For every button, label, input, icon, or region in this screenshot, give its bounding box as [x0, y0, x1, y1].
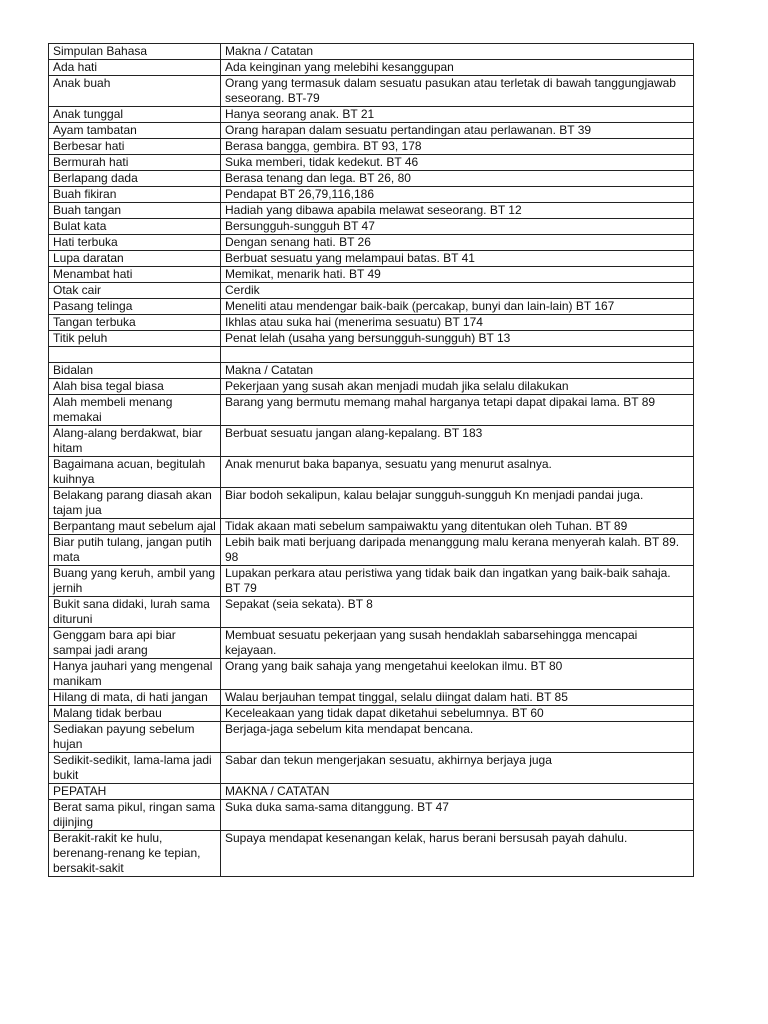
- meaning-cell: Anak menurut baka bapanya, sesuatu yang menurut asalnya.: [221, 457, 694, 488]
- term-cell: Alah bisa tegal biasa: [49, 379, 221, 395]
- term-cell: Buah fikiran: [49, 187, 221, 203]
- header-meaning-cell: Makna / Catatan: [221, 363, 694, 379]
- header-meaning-cell: MAKNA / CATATAN: [221, 784, 694, 800]
- table-row: [49, 299, 694, 315]
- meaning-cell: Orang yang baik sahaja yang mengetahui keelokan ilmu. BT 80: [221, 659, 694, 690]
- term-cell: Bagaimana acuan, begitulah kuihnya: [49, 457, 221, 488]
- term-cell: Malang tidak berbau: [49, 706, 221, 722]
- peribahasa-table: [48, 43, 694, 877]
- meaning-cell: Berbuat sesuatu yang melampaui batas. BT 41: [221, 251, 694, 267]
- term-cell: Anak tunggal: [49, 107, 221, 123]
- meaning-cell: Berasa tenang dan lega. BT 26, 80: [221, 171, 694, 187]
- meaning-cell: Lebih baik mati berjuang daripada menanggung malu kerana menyerah kalah. BT 89. 98: [221, 535, 694, 566]
- term-cell: Berat sama pikul, ringan sama dijinjing: [49, 800, 221, 831]
- meaning-cell: Hanya seorang anak. BT 21: [221, 107, 694, 123]
- term-cell: Hanya jauhari yang mengenal manikam: [49, 659, 221, 690]
- meaning-cell: Pekerjaan yang susah akan menjadi mudah jika selalu dilakukan: [221, 379, 694, 395]
- term-cell: Pasang telinga: [49, 299, 221, 315]
- term-cell: Ayam tambatan: [49, 123, 221, 139]
- term-cell: Belakang parang diasah akan tajam jua: [49, 488, 221, 519]
- table-row: [49, 347, 694, 363]
- table-row: [49, 628, 694, 659]
- meaning-cell: Berjaga-jaga sebelum kita mendapat bencana.: [221, 722, 694, 753]
- table-row: [49, 60, 694, 76]
- table-row: [49, 155, 694, 171]
- meaning-cell: Walau berjauhan tempat tinggal, selalu diingat dalam hati. BT 85: [221, 690, 694, 706]
- term-cell: Titik peluh: [49, 331, 221, 347]
- meaning-cell: Barang yang bermutu memang mahal harganya tetapi dapat dipakai lama. BT 89: [221, 395, 694, 426]
- term-cell: Hati terbuka: [49, 235, 221, 251]
- meaning-cell: Sabar dan tekun mengerjakan sesuatu, akhirnya berjaya juga: [221, 753, 694, 784]
- term-cell: Anak buah: [49, 76, 221, 107]
- meaning-cell: Orang harapan dalam sesuatu pertandingan atau perlawanan. BT 39: [221, 123, 694, 139]
- term-cell: Buang yang keruh, ambil yang jernih: [49, 566, 221, 597]
- meaning-cell: Cerdik: [221, 283, 694, 299]
- table-row: [49, 251, 694, 267]
- table-row: [49, 171, 694, 187]
- term-cell: Berpantang maut sebelum ajal: [49, 519, 221, 535]
- meaning-cell: Bersungguh-sungguh BT 47: [221, 219, 694, 235]
- term-cell: Bukit sana didaki, lurah sama dituruni: [49, 597, 221, 628]
- header-meaning-cell: Makna / Catatan: [221, 44, 694, 60]
- table-row: [49, 488, 694, 519]
- table-row: [49, 426, 694, 457]
- meaning-cell: Meneliti atau mendengar baik-baik (percakap, bunyi dan lain-lain) BT 167: [221, 299, 694, 315]
- term-cell: Sedikit-sedikit, lama-lama jadi bukit: [49, 753, 221, 784]
- meaning-cell: Hadiah yang dibawa apabila melawat seseorang. BT 12: [221, 203, 694, 219]
- meaning-cell: Biar bodoh sekalipun, kalau belajar sungguh-sungguh Kn menjadi pandai juga.: [221, 488, 694, 519]
- table-row: [49, 379, 694, 395]
- meaning-cell: [221, 347, 694, 363]
- meaning-cell: Dengan senang hati. BT 26: [221, 235, 694, 251]
- term-cell: Sediakan payung sebelum hujan: [49, 722, 221, 753]
- section-header-row: [49, 363, 694, 379]
- term-cell: Otak cair: [49, 283, 221, 299]
- table-row: [49, 535, 694, 566]
- term-cell: Berbesar hati: [49, 139, 221, 155]
- table-row: [49, 331, 694, 347]
- header-term-cell: PEPATAH: [49, 784, 221, 800]
- meaning-cell: Ikhlas atau suka hai (menerima sesuatu) BT 174: [221, 315, 694, 331]
- table-row: [49, 283, 694, 299]
- table-row: [49, 597, 694, 628]
- table-row: [49, 123, 694, 139]
- section-header-row: [49, 44, 694, 60]
- meaning-cell: Orang yang termasuk dalam sesuatu pasukan atau terletak di bawah tanggungjawab seseorang. BT-79: [221, 76, 694, 107]
- meaning-cell: Pendapat BT 26,79,116,186: [221, 187, 694, 203]
- meaning-cell: Supaya mendapat kesenangan kelak, harus berani bersusah payah dahulu.: [221, 831, 694, 877]
- table-row: [49, 566, 694, 597]
- term-cell: Menambat hati: [49, 267, 221, 283]
- term-cell: Lupa daratan: [49, 251, 221, 267]
- meaning-cell: Suka memberi, tidak kedekut. BT 46: [221, 155, 694, 171]
- table-row: [49, 203, 694, 219]
- term-cell: Biar putih tulang, jangan putih mata: [49, 535, 221, 566]
- table-row: [49, 706, 694, 722]
- table-row: [49, 690, 694, 706]
- table-row: [49, 315, 694, 331]
- meaning-cell: Suka duka sama-sama ditanggung. BT 47: [221, 800, 694, 831]
- table-row: [49, 800, 694, 831]
- table-row: [49, 219, 694, 235]
- table-row: [49, 187, 694, 203]
- meaning-cell: Sepakat (seia sekata). BT 8: [221, 597, 694, 628]
- term-cell: Tangan terbuka: [49, 315, 221, 331]
- table-row: [49, 267, 694, 283]
- meaning-cell: Penat lelah (usaha yang bersungguh-sungguh) BT 13: [221, 331, 694, 347]
- table-row: [49, 395, 694, 426]
- table-row: [49, 457, 694, 488]
- header-term-cell: Simpulan Bahasa: [49, 44, 221, 60]
- section-header-row: [49, 784, 694, 800]
- table-row: [49, 831, 694, 877]
- table-row: [49, 76, 694, 107]
- term-cell: Alah membeli menang memakai: [49, 395, 221, 426]
- term-cell: Berlapang dada: [49, 171, 221, 187]
- meaning-cell: Keceleakaan yang tidak dapat diketahui sebelumnya. BT 60: [221, 706, 694, 722]
- term-cell: Bermurah hati: [49, 155, 221, 171]
- table-row: [49, 722, 694, 753]
- table-row: [49, 753, 694, 784]
- header-term-cell: Bidalan: [49, 363, 221, 379]
- meaning-cell: Lupakan perkara atau peristiwa yang tidak baik dan ingatkan yang baik-baik sahaja. BT 79: [221, 566, 694, 597]
- table-row: [49, 659, 694, 690]
- term-cell: Alang-alang berdakwat, biar hitam: [49, 426, 221, 457]
- meaning-cell: Tidak akaan mati sebelum sampaiwaktu yang ditentukan oleh Tuhan. BT 89: [221, 519, 694, 535]
- meaning-cell: Berbuat sesuatu jangan alang-kepalang. BT 183: [221, 426, 694, 457]
- term-cell: Ada hati: [49, 60, 221, 76]
- table-row: [49, 235, 694, 251]
- table-row: [49, 139, 694, 155]
- meaning-cell: Membuat sesuatu pekerjaan yang susah hendaklah sabarsehingga mencapai kejayaan.: [221, 628, 694, 659]
- table-row: [49, 519, 694, 535]
- meaning-cell: Ada keinginan yang melebihi kesanggupan: [221, 60, 694, 76]
- table-body: [49, 44, 694, 877]
- table-row: [49, 107, 694, 123]
- term-cell: Hilang di mata, di hati jangan: [49, 690, 221, 706]
- meaning-cell: Memikat, menarik hati. BT 49: [221, 267, 694, 283]
- term-cell: Berakit-rakit ke hulu, berenang-renang ke tepian, bersakit-sakit: [49, 831, 221, 877]
- term-cell: Genggam bara api biar sampai jadi arang: [49, 628, 221, 659]
- meaning-cell: Berasa bangga, gembira. BT 93, 178: [221, 139, 694, 155]
- term-cell: [49, 347, 221, 363]
- term-cell: Buah tangan: [49, 203, 221, 219]
- term-cell: Bulat kata: [49, 219, 221, 235]
